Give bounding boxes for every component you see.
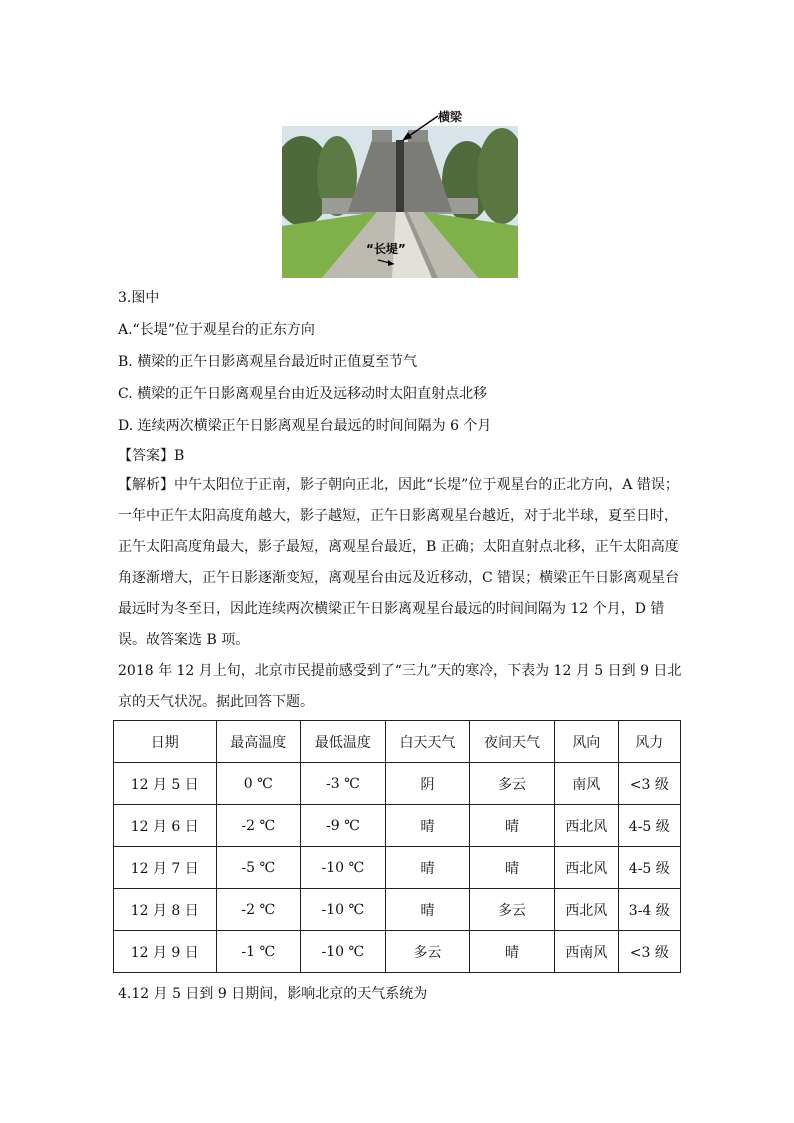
cell-low-temp: -3 ℃ [301, 763, 386, 805]
header-wind-force: 风力 [618, 721, 680, 763]
cell-day-weather: 晴 [385, 889, 470, 931]
header-date: 日期 [114, 721, 217, 763]
cell-day-weather: 晴 [385, 805, 470, 847]
cell-wind-direction: 南风 [554, 763, 618, 805]
table-row [114, 805, 681, 847]
cell-night-weather: 多云 [470, 763, 555, 805]
header-day-weather: 白天天气 [385, 721, 470, 763]
question4-stem: 4.12 月 5 日到 9 日期间，影响北京的天气系统为 [118, 986, 428, 1002]
cell-night-weather: 晴 [470, 805, 555, 847]
observatory-figure [282, 108, 522, 280]
table-row [114, 763, 681, 805]
cell-high-temp: -5 ℃ [216, 847, 301, 889]
cell-date: 12 月 5 日 [114, 763, 217, 805]
cell-date: 12 月 6 日 [114, 805, 217, 847]
question3-option-a: A.“长堤”位于观星台的正东方向 [118, 322, 315, 338]
header-high-temp: 最高温度 [216, 721, 301, 763]
question3-answer: 【答案】B [118, 448, 185, 464]
cell-date: 12 月 7 日 [114, 847, 217, 889]
cell-date: 12 月 8 日 [114, 889, 217, 931]
cell-date: 12 月 9 日 [114, 931, 217, 973]
cell-low-temp: -10 ℃ [301, 889, 386, 931]
table-row [114, 889, 681, 931]
cell-wind-force: <3 级 [618, 931, 680, 973]
cell-day-weather: 阴 [385, 763, 470, 805]
cell-wind-force: <3 级 [618, 763, 680, 805]
cell-low-temp: -9 ℃ [301, 805, 386, 847]
cell-high-temp: -2 ℃ [216, 889, 301, 931]
question3-stem: 3.图中 [118, 290, 160, 306]
header-wind-direction: 风向 [554, 721, 618, 763]
cell-high-temp: -1 ℃ [216, 931, 301, 973]
dike-label: “长堤” [366, 242, 406, 256]
cell-wind-direction: 西北风 [554, 805, 618, 847]
cell-low-temp: -10 ℃ [301, 931, 386, 973]
cell-wind-direction: 西北风 [554, 889, 618, 931]
cell-wind-direction: 西南风 [554, 931, 618, 973]
table-row [114, 847, 681, 889]
cell-night-weather: 晴 [470, 931, 555, 973]
cell-night-weather: 多云 [470, 889, 555, 931]
cell-wind-force: 3-4 级 [618, 889, 680, 931]
cell-wind-force: 4-5 级 [618, 805, 680, 847]
cell-day-weather: 晴 [385, 847, 470, 889]
beam-arrow [400, 114, 440, 144]
weather-table [113, 720, 681, 973]
beam-label: 横梁 [438, 110, 463, 124]
header-low-temp: 最低温度 [301, 721, 386, 763]
cell-wind-direction: 西北风 [554, 847, 618, 889]
table-header-row [114, 721, 681, 763]
question3-option-c: C. 横梁的正午日影离观星台由近及远移动时太阳直射点北移 [118, 386, 488, 402]
cell-wind-force: 4-5 级 [618, 847, 680, 889]
cell-day-weather: 多云 [385, 931, 470, 973]
cell-night-weather: 晴 [470, 847, 555, 889]
question3-option-b: B. 横梁的正午日影离观星台最近时正值夏至节气 [118, 354, 418, 370]
cell-low-temp: -10 ℃ [301, 847, 386, 889]
table-row [114, 931, 681, 973]
table-intro: 2018 年 12 月上旬，北京市民提前感受到了“三九”天的寒冷，下表为 12 月 5 日到 9 日北京的天气状况。据此回答下题。 [118, 663, 682, 710]
header-night-weather: 夜间天气 [470, 721, 555, 763]
cell-high-temp: -2 ℃ [216, 805, 301, 847]
question3-analysis: 【解析】中午太阳位于正南，影子朝向正北，因此“长堤”位于观星台的正北方向，A 错误；一年中正午太阳高度角越大，影子越短，正午日影离观星台越近，对于北半球，夏至日时，正午太阳高度角最大，影子最短，离观星台最近，B 正确；太阳直射点北移，正午太阳高度角逐渐增大，正午日影逐渐变短，离观星台由远及近移动，C 错误；横梁正午日影离观星台最远时为冬至日，因此连续两次横梁正午日影离观星台最远的时间间隔为 12 个月，D 错误。故答案选 B 项。 [118, 477, 680, 648]
question3-option-d: D. 连续两次横梁正午日影离观星台最远的时间间隔为 6 个月 [118, 418, 492, 434]
cell-high-temp: 0 ℃ [216, 763, 301, 805]
